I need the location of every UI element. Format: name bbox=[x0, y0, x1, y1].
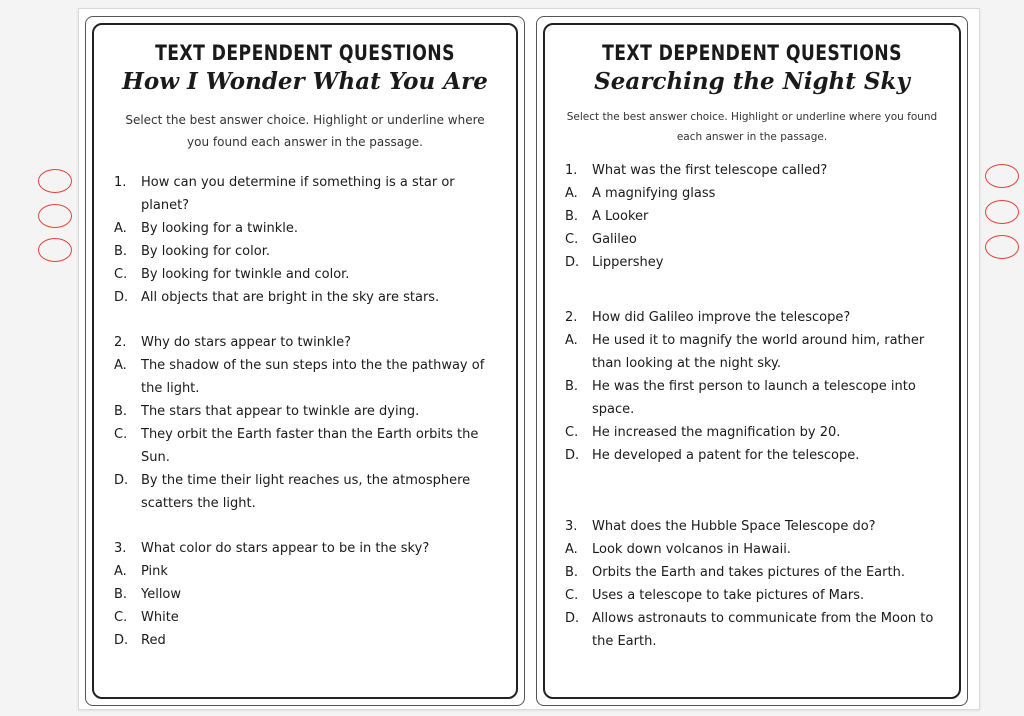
option-text: All objects that are bright in the sky are stars. bbox=[141, 290, 440, 305]
answer-option[interactable] bbox=[565, 205, 939, 228]
option-text: Galileo bbox=[592, 232, 637, 247]
answer-option[interactable] bbox=[114, 606, 496, 629]
right-question-list bbox=[565, 159, 939, 653]
answer-option[interactable] bbox=[114, 423, 496, 469]
answer-option[interactable] bbox=[114, 240, 496, 263]
answer-option[interactable] bbox=[565, 538, 939, 561]
right-card-instructions: Select the best answer choice. Highlight or underline where you found each answer in the passage. bbox=[566, 111, 938, 143]
answer-option[interactable] bbox=[565, 584, 939, 607]
answer-option[interactable] bbox=[565, 607, 939, 653]
option-letter: D. bbox=[114, 290, 129, 305]
question-text: What color do stars appear to be in the sky? bbox=[141, 541, 430, 556]
question-stem bbox=[565, 515, 939, 538]
question-number: 3. bbox=[565, 519, 578, 534]
option-letter: B. bbox=[114, 404, 128, 419]
option-letter: C. bbox=[565, 425, 579, 440]
option-text: By the time their light reaches us, the atmosphere scatters the light. bbox=[141, 473, 471, 511]
left-card-title: TEXT DEPENDENT QUESTIONS bbox=[155, 41, 455, 65]
question-block bbox=[114, 171, 496, 309]
answer-option[interactable] bbox=[114, 583, 496, 606]
option-letter: B. bbox=[114, 244, 128, 259]
option-letter: A. bbox=[565, 186, 578, 201]
question-stem bbox=[565, 159, 939, 182]
option-letter: C. bbox=[114, 610, 128, 625]
option-text: Red bbox=[141, 633, 166, 648]
answer-option[interactable] bbox=[565, 329, 939, 375]
answer-option[interactable] bbox=[114, 400, 496, 423]
right-answer-bubble-3[interactable] bbox=[985, 235, 1019, 259]
answer-option[interactable] bbox=[565, 182, 939, 205]
left-card-instructions: Select the best answer choice. Highlight or underline where you found each answer in the passage. bbox=[125, 113, 485, 149]
question-block bbox=[565, 515, 939, 653]
question-text: What does the Hubble Space Telescope do? bbox=[592, 519, 876, 534]
question-block bbox=[565, 159, 939, 274]
option-text: He developed a patent for the telescope. bbox=[592, 448, 860, 463]
option-text: Pink bbox=[141, 564, 168, 579]
question-number: 2. bbox=[114, 335, 127, 350]
answer-option[interactable] bbox=[565, 561, 939, 584]
option-letter: C. bbox=[114, 427, 128, 442]
question-block bbox=[114, 537, 496, 652]
left-answer-bubble-3[interactable] bbox=[38, 238, 72, 262]
option-text: By looking for a twinkle. bbox=[141, 221, 298, 236]
right-answer-bubble-1[interactable] bbox=[985, 164, 1019, 188]
option-letter: D. bbox=[565, 611, 580, 626]
left-question-list bbox=[114, 171, 496, 652]
answer-option[interactable] bbox=[114, 217, 496, 240]
option-text: He used it to magnify the world around him, rather than looking at the night sky. bbox=[592, 333, 925, 371]
right-card-inner bbox=[543, 23, 961, 699]
right-card-title: TEXT DEPENDENT QUESTIONS bbox=[602, 41, 902, 65]
option-text: A Looker bbox=[592, 209, 649, 224]
option-text: A magnifying glass bbox=[592, 186, 716, 201]
question-number: 3. bbox=[114, 541, 127, 556]
option-letter: D. bbox=[114, 633, 129, 648]
option-letter: A. bbox=[114, 221, 127, 236]
question-text: How can you determine if something is a star or planet? bbox=[141, 175, 455, 213]
question-text: Why do stars appear to twinkle? bbox=[141, 335, 352, 350]
answer-option[interactable] bbox=[114, 469, 496, 515]
option-text: Look down volcanos in Hawaii. bbox=[592, 542, 791, 557]
left-card-subtitle: How I Wonder What You Are bbox=[122, 68, 488, 95]
option-letter: D. bbox=[114, 473, 129, 488]
answer-option[interactable] bbox=[565, 375, 939, 421]
right-question-card bbox=[536, 16, 968, 706]
question-block bbox=[114, 331, 496, 515]
question-stem bbox=[114, 331, 496, 354]
answer-option[interactable] bbox=[114, 263, 496, 286]
option-letter: D. bbox=[565, 448, 580, 463]
right-answer-bubble-2[interactable] bbox=[985, 200, 1019, 224]
option-letter: C. bbox=[565, 588, 579, 603]
option-letter: A. bbox=[114, 564, 127, 579]
left-question-card bbox=[85, 16, 525, 706]
left-answer-bubble-2[interactable] bbox=[38, 204, 72, 228]
option-text: They orbit the Earth faster than the Earth orbits the Sun. bbox=[141, 427, 479, 465]
answer-option[interactable] bbox=[565, 421, 939, 444]
answer-option[interactable] bbox=[114, 629, 496, 652]
option-text: Yellow bbox=[141, 587, 182, 602]
option-text: The shadow of the sun steps into the the pathway of the light. bbox=[141, 358, 485, 396]
option-letter: B. bbox=[565, 565, 579, 580]
option-letter: C. bbox=[565, 232, 579, 247]
option-letter: C. bbox=[114, 267, 128, 282]
question-text: What was the first telescope called? bbox=[592, 163, 828, 178]
option-text: The stars that appear to twinkle are dying. bbox=[141, 404, 420, 419]
option-text: Allows astronauts to communicate from the Moon to the Earth. bbox=[592, 611, 934, 649]
option-text: By looking for twinkle and color. bbox=[141, 267, 350, 282]
right-card-subtitle: Searching the Night Sky bbox=[594, 68, 910, 95]
question-number: 2. bbox=[565, 310, 578, 325]
option-text: He was the first person to launch a telescope into space. bbox=[592, 379, 916, 417]
option-text: Lippershey bbox=[592, 255, 664, 270]
answer-option[interactable] bbox=[565, 444, 939, 467]
question-stem bbox=[114, 537, 496, 560]
option-letter: B. bbox=[565, 209, 579, 224]
question-number: 1. bbox=[565, 163, 578, 178]
answer-option[interactable] bbox=[565, 251, 939, 274]
option-text: He increased the magnification by 20. bbox=[592, 425, 841, 440]
option-text: Uses a telescope to take pictures of Mars. bbox=[592, 588, 865, 603]
option-letter: A. bbox=[114, 358, 127, 373]
answer-option[interactable] bbox=[114, 286, 496, 309]
option-text: White bbox=[141, 610, 179, 625]
option-letter: A. bbox=[565, 333, 578, 348]
option-text: By looking for color. bbox=[141, 244, 270, 259]
left-answer-bubble-1[interactable] bbox=[38, 169, 72, 193]
answer-option[interactable] bbox=[565, 228, 939, 251]
question-stem bbox=[114, 171, 496, 217]
option-text: Orbits the Earth and takes pictures of the Earth. bbox=[592, 565, 905, 580]
question-text: How did Galileo improve the telescope? bbox=[592, 310, 851, 325]
option-letter: B. bbox=[114, 587, 128, 602]
answer-option[interactable] bbox=[114, 354, 496, 400]
option-letter: A. bbox=[565, 542, 578, 557]
question-number: 1. bbox=[114, 175, 127, 190]
option-letter: D. bbox=[565, 255, 580, 270]
left-card-inner bbox=[92, 23, 518, 699]
question-block bbox=[565, 306, 939, 467]
answer-option[interactable] bbox=[114, 560, 496, 583]
question-stem bbox=[565, 306, 939, 329]
option-letter: B. bbox=[565, 379, 579, 394]
